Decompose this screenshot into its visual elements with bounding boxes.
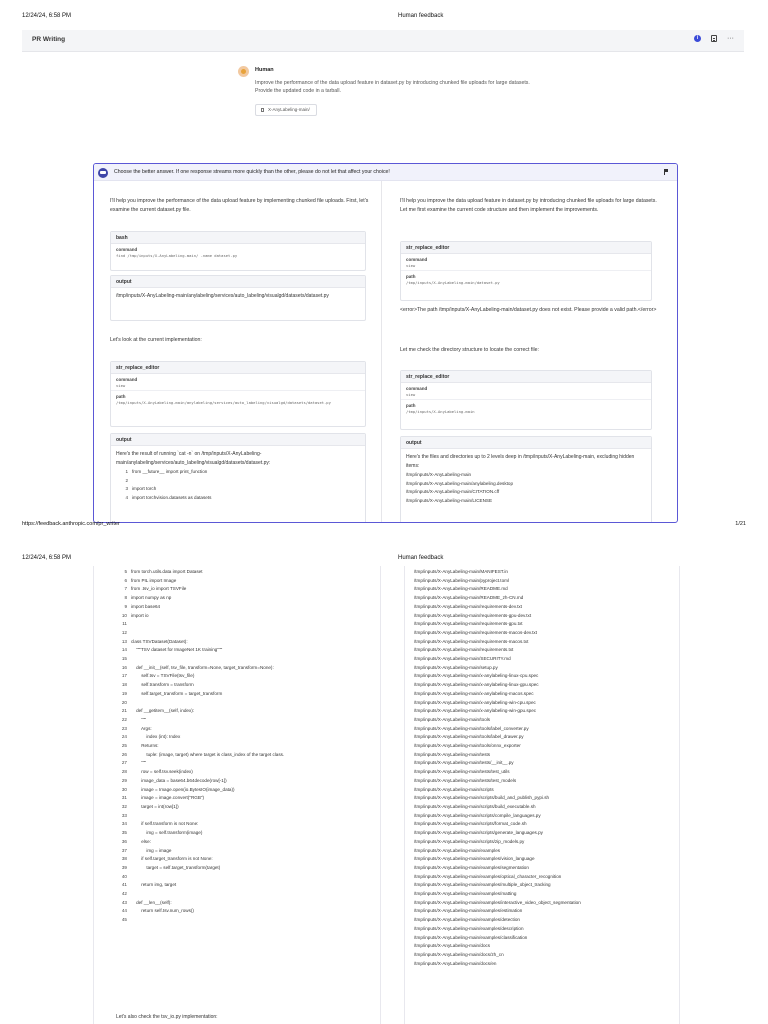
file-path: /tmp/inputs/X-AnyLabeling-main/tests/test_models: [414, 777, 517, 783]
file-path: /tmp/inputs/X-AnyLabeling-main/pyproject.toml: [414, 577, 509, 583]
code-line: [115, 577, 375, 586]
code-line: [115, 638, 375, 647]
line-number: 17: [121, 673, 127, 679]
file-path: /tmp/inputs/X-AnyLabeling-main: [406, 472, 472, 477]
line-number: 23: [121, 725, 127, 731]
attachment-label: X-AnyLabeling-main/: [268, 107, 310, 112]
code-line: [115, 847, 375, 856]
code-line: [115, 803, 375, 812]
file-path: /tmp/inputs/X-AnyLabeling-main/examples/description: [414, 925, 524, 931]
file-path: /tmp/inputs/X-AnyLabeling-main/requirements-macos.txt: [414, 638, 529, 644]
page-title: PR Writing: [32, 36, 66, 43]
print-page-number: 1/21: [735, 521, 746, 527]
path-value: /tmp/inputs/X-AnyLabeling-main: [406, 409, 475, 414]
line-text: import torchvision.datasets as datasets: [132, 495, 212, 501]
flag-icon[interactable]: [664, 169, 668, 175]
file-path: /tmp/inputs/X-AnyLabeling-main/tools: [414, 716, 491, 722]
line-number: 33: [121, 812, 127, 818]
file-icon: [261, 108, 264, 112]
command-label: command: [406, 257, 428, 262]
output-intro: Here's the files and directories up to 2 levels deep in /tmp/inputs/X-AnyLabeling-main, excluding hidden items:: [406, 454, 635, 469]
code-line: [115, 812, 375, 821]
line-number: 34: [121, 821, 127, 827]
line-number: 28: [121, 769, 127, 775]
line-text: if self.target_transform is not None:: [131, 856, 213, 862]
code-line: [115, 829, 375, 838]
line-number: 10: [121, 612, 127, 618]
line-text: Returns:: [131, 743, 159, 749]
line-number: 42: [121, 891, 127, 897]
line-text: """: [131, 760, 147, 766]
line-text: tuple: (image, target) where target is class_index of the target class.: [131, 751, 285, 757]
line-text: self.target_transform = target_transform: [131, 690, 223, 696]
command-label: command: [116, 247, 138, 252]
line-text: return img, target: [131, 882, 177, 888]
line-text: import numpy as np: [131, 595, 172, 601]
line-text: target = int(row[1]): [131, 803, 179, 809]
code-line: [115, 585, 375, 594]
print-datetime: 12/24/24, 6:58 PM: [22, 13, 72, 19]
print-title: Human feedback: [398, 13, 444, 19]
line-number: 29: [121, 777, 127, 783]
output-label: output: [111, 276, 365, 288]
line-text: image = image.convert("RGB"): [131, 795, 205, 801]
file-path: /tmp/inputs/X-AnyLabeling-main/x-anylabeling-win-gpu.spec: [414, 708, 537, 714]
code-line: [115, 916, 375, 925]
response-left[interactable]: [94, 181, 382, 523]
line-text: image_data = base64.b64decode(row[-1]): [131, 777, 227, 783]
line-number: 26: [121, 751, 127, 757]
line-number: 7: [124, 586, 127, 592]
file-path: /tmp/inputs/X-AnyLabeling-main/scripts/build_executable.sh: [414, 803, 536, 809]
line-text: def __getitem__(self, index):: [131, 708, 195, 714]
line-text: from PIL import Image: [131, 577, 177, 583]
command-value: view: [406, 263, 416, 268]
tool-name: str_replace_editor: [401, 371, 651, 383]
file-path: /tmp/inputs/X-AnyLabeling-main/tests/test_utils: [414, 769, 510, 775]
line-number: 45: [121, 917, 127, 923]
file-listing: [414, 568, 676, 968]
info-icon[interactable]: i: [694, 35, 701, 42]
line-text: class TSVDataset(Dataset):: [131, 638, 188, 644]
code-line: [115, 768, 375, 777]
output-label: output: [401, 437, 651, 449]
file-path: /tmp/inputs/X-AnyLabeling-main/examples/matting: [414, 891, 517, 897]
file-path: /tmp/inputs/X-AnyLabeling-main/requirements-gpu-dev.txt: [414, 612, 532, 618]
line-number: 13: [121, 638, 127, 644]
code-line: [116, 477, 360, 486]
line-number: 5: [124, 569, 127, 574]
more-icon[interactable]: ···: [727, 35, 734, 42]
header-actions: [694, 35, 734, 42]
line-text: if self.transform is not None:: [131, 821, 199, 827]
file-path: /tmp/inputs/X-AnyLabeling-main/examples/vision_language: [414, 856, 535, 862]
path-label: path: [406, 274, 416, 279]
line-number: 44: [121, 908, 127, 914]
file-path: /tmp/inputs/X-AnyLabeling-main/setup.py: [414, 664, 498, 670]
avatar: [238, 66, 249, 77]
line-text: self.transform = transform: [131, 682, 194, 688]
right-editor-tool-1: [400, 241, 652, 301]
code-line: [115, 594, 375, 603]
line-number: 14: [121, 647, 127, 653]
line-number: 37: [121, 847, 127, 853]
left-intro: I'll help you improve the performance of the data upload feature by implementing chunked file uploads. First, let's examine the current dataset.py file.: [110, 198, 369, 213]
line-number: 31: [121, 795, 127, 801]
line-number: 35: [121, 830, 127, 836]
path-label: path: [406, 403, 416, 408]
file-path: /tmp/inputs/X-AnyLabeling-main/tools/label_drawer.py: [414, 734, 524, 740]
file-path: /tmp/inputs/X-AnyLabeling-main/docs/en: [414, 960, 497, 966]
line-text: image = Image.open(io.BytesIO(image_data)): [131, 786, 235, 792]
code-line: [115, 672, 375, 681]
code-line: [115, 646, 375, 655]
code-line: [115, 751, 375, 760]
line-number: 8: [124, 595, 127, 601]
file-path: /tmp/inputs/X-AnyLabeling-main/scripts/generate_languages.py: [414, 830, 543, 836]
line-number: 2: [125, 477, 128, 483]
file-path: /tmp/inputs/X-AnyLabeling-main/anylabeling.desktop: [406, 480, 513, 486]
code-line: [115, 820, 375, 829]
document-icon[interactable]: [711, 35, 717, 42]
command-value: find /tmp/inputs/X-AnyLabeling-main/ -name dataset.py: [116, 253, 238, 258]
code-line: [116, 485, 360, 494]
file-path: /tmp/inputs/X-AnyLabeling-main/scripts/zip_models.py: [414, 838, 525, 844]
line-text: from torch.utils.data import Dataset: [131, 569, 203, 574]
print-header: [0, 13, 768, 27]
command-label: command: [406, 386, 428, 391]
file-path: /tmp/inputs/X-AnyLabeling-main/examples/interactive_video_object_segmentation: [414, 899, 581, 905]
file-path: /tmp/inputs/X-AnyLabeling-main/examples/multiple_object_tracking: [414, 882, 551, 888]
print-url: https://feedback.anthropic.com/pr_writer: [22, 521, 120, 527]
line-text: """: [131, 716, 147, 722]
line-number: 1: [125, 469, 128, 474]
code-line: [115, 699, 375, 708]
file-path: /tmp/inputs/X-AnyLabeling-main/examples/estimation: [414, 908, 523, 914]
line-text: img = self.transform(image): [131, 830, 203, 836]
line-text: """TSV dataset for ImageNet 1K training""": [131, 647, 223, 653]
code-line: [115, 690, 375, 699]
file-path: /tmp/inputs/X-AnyLabeling-main/x-anylabeling-linux-gpu.spec: [414, 682, 539, 688]
attachment-chip[interactable]: [255, 104, 317, 116]
line-number: 32: [121, 803, 127, 809]
command-label: command: [116, 377, 138, 382]
file-path: /tmp/inputs/X-AnyLabeling-main/scripts: [414, 786, 494, 792]
file-path: /tmp/inputs/X-AnyLabeling-main/requirements-macos-dev.txt: [414, 629, 537, 635]
line-number: 19: [121, 690, 127, 696]
line-text: row = self.tsv.seek(index): [131, 769, 193, 775]
line-number: 24: [121, 734, 127, 740]
code-line: [115, 620, 375, 629]
file-path: /tmp/inputs/X-AnyLabeling-main/tools/label_converter.py: [414, 725, 529, 731]
code-line: [115, 629, 375, 638]
file-path: /tmp/inputs/X-AnyLabeling-main/x-anylabeling-win-cpu.spec: [414, 699, 536, 705]
file-path: /tmp/inputs/X-AnyLabeling-main/scripts/build_and_publish_pypi.sh: [414, 795, 550, 801]
response-left-continued[interactable]: [93, 566, 381, 1024]
response-right-continued[interactable]: [404, 566, 680, 1024]
file-path: /tmp/inputs/X-AnyLabeling-main/examples/detection: [414, 917, 520, 923]
command-value: view: [406, 392, 416, 397]
code-line: [115, 725, 375, 734]
line-text: self.tsv = TSVFile(tsv_file): [131, 673, 195, 679]
file-path: /tmp/inputs/X-AnyLabeling-main/README_zh-CN.md: [414, 595, 524, 601]
path-label: path: [116, 394, 126, 399]
human-prompt: Improve the performance of the data upload feature in dataset.py by introducing chunked file uploads for large datasets. Provide the updated code in a tarball.: [255, 80, 530, 94]
file-path: /tmp/inputs/X-AnyLabeling-main/docs: [414, 943, 491, 949]
code-line: [115, 907, 375, 916]
line-text: import torch: [132, 486, 157, 492]
line-number: 22: [121, 716, 127, 722]
file-path: /tmp/inputs/X-AnyLabeling-main/SECURITY.md: [414, 656, 511, 662]
code-line: [115, 794, 375, 803]
line-text: else:: [131, 838, 151, 844]
line-number: 18: [121, 682, 127, 688]
right-intro: I'll help you improve the data upload feature in dataset.py by introducing chunked file uploads for large datasets. Let me first examine the current code structure and then implement the improvements.: [400, 198, 657, 213]
output-text: /tmp/inputs/X-AnyLabeling-main/anylabeling/services/auto_labeling/visualgd/datasets/dataset.py: [116, 293, 329, 299]
code-line: [115, 733, 375, 742]
line-number: 40: [121, 873, 127, 879]
line-text: def __init__(self, tsv_file, transform=None, target_transform=None):: [131, 664, 274, 670]
left-editor-tool: [110, 361, 366, 427]
code-line: [115, 742, 375, 751]
file-listing: [401, 471, 651, 506]
code-line: [116, 494, 360, 503]
left-output-1: [110, 275, 366, 321]
code-line: [115, 890, 375, 899]
line-number: 12: [121, 629, 127, 635]
code-line: [115, 655, 375, 664]
line-number: 3: [125, 486, 128, 492]
line-number: 30: [121, 786, 127, 792]
print-title: Human feedback: [398, 555, 444, 561]
line-text: target = self.target_transform(target): [131, 864, 221, 870]
line-number: 43: [121, 899, 127, 905]
code-line: [115, 664, 375, 673]
tool-name: str_replace_editor: [111, 362, 365, 374]
code-line: [115, 899, 375, 908]
line-number: 20: [121, 699, 127, 705]
line-number: 15: [121, 656, 127, 662]
left-output-2: [110, 433, 366, 523]
right-error-text: <error>The path /tmp/inputs/X-AnyLabeling-main/dataset.py does not exist. Please provide a valid path.</error>: [400, 307, 657, 313]
line-number: 6: [124, 577, 127, 583]
code-line: [115, 681, 375, 690]
file-path: /tmp/inputs/X-AnyLabeling-main/examples: [414, 847, 501, 853]
line-text: from __future__ import print_function: [132, 469, 208, 474]
line-number: 25: [121, 743, 127, 749]
line-text: import io: [131, 612, 149, 618]
code-line: [115, 855, 375, 864]
line-number: 39: [121, 864, 127, 870]
human-name: Human: [255, 67, 274, 73]
line-number: 41: [121, 882, 127, 888]
file-path: /tmp/inputs/X-AnyLabeling-main/README.md: [414, 586, 508, 592]
right-mid-text: Let me check the directory structure to locate the correct file:: [400, 347, 539, 353]
line-number: 38: [121, 856, 127, 862]
code-line: [115, 716, 375, 725]
left-mid-text: Let's look at the current implementation:: [110, 337, 202, 343]
file-path: /tmp/inputs/X-AnyLabeling-main/requirements-dev.txt: [414, 603, 522, 609]
output-label: output: [111, 434, 365, 446]
code-line: [115, 786, 375, 795]
code-listing: [115, 568, 375, 925]
line-text: import base64: [131, 603, 161, 609]
right-editor-tool-2: [400, 370, 652, 430]
left-closing-text: Let's also check the tsv_io.py implementation:: [116, 1014, 218, 1020]
line-number: 36: [121, 838, 127, 844]
line-number: 16: [121, 664, 127, 670]
file-path: /tmp/inputs/X-AnyLabeling-main/scripts/format_code.sh: [414, 821, 527, 827]
file-path: /tmp/inputs/X-AnyLabeling-main/requirements.txt: [414, 647, 514, 653]
code-line: [115, 864, 375, 873]
file-path: /tmp/inputs/X-AnyLabeling-main/x-anylabeling-macos.spec: [414, 690, 534, 696]
line-number: 9: [124, 603, 127, 609]
app-header: [22, 30, 744, 52]
file-path: /tmp/inputs/X-AnyLabeling-main/examples/optical_character_recognition: [414, 873, 562, 879]
line-number: 27: [121, 760, 127, 766]
code-line: [116, 468, 360, 477]
file-path: /tmp/inputs/X-AnyLabeling-main/scripts/compile_languages.py: [414, 812, 541, 818]
line-text: def __len__(self):: [131, 899, 172, 905]
file-path: /tmp/inputs/X-AnyLabeling-main/examples/classification: [414, 934, 528, 940]
tool-name: bash: [111, 232, 365, 244]
code-line: [115, 568, 375, 577]
line-text: index (int): Index: [131, 734, 181, 740]
command-value: view: [116, 383, 126, 388]
code-line: [115, 603, 375, 612]
file-path: /tmp/inputs/X-AnyLabeling-main/LICENSE: [406, 498, 493, 504]
code-line: [115, 838, 375, 847]
code-line: [115, 707, 375, 716]
code-line: [115, 612, 375, 621]
file-path: /tmp/inputs/X-AnyLabeling-main/x-anylabeling-linux-cpu.spec: [414, 673, 539, 679]
robot-icon: [98, 168, 108, 178]
file-path: /tmp/inputs/X-AnyLabeling-main/tests: [414, 751, 491, 757]
comparison-instruction: Choose the better answer. If one response streams more quickly than the other, please do not let that affect your choice!: [114, 169, 390, 175]
code-line: [115, 881, 375, 890]
code-listing: [111, 468, 365, 503]
file-path: /tmp/inputs/X-AnyLabeling-main/tests/__init__.py: [414, 760, 514, 766]
tool-name: str_replace_editor: [401, 242, 651, 254]
path-value: /tmp/inputs/X-AnyLabeling-main/anylabeling/services/auto_labeling/visualgd/datasets/dataset.py: [116, 400, 331, 405]
code-line: [115, 777, 375, 786]
file-path: /tmp/inputs/X-AnyLabeling-main/tools/onnx_exporter: [414, 743, 521, 749]
code-line: [115, 873, 375, 882]
line-text: Args:: [131, 725, 152, 731]
comparison-header: [94, 164, 677, 181]
line-number: 21: [121, 708, 127, 714]
left-bash-tool: [110, 231, 366, 271]
file-path: /tmp/inputs/X-AnyLabeling-main/examples/segmentation: [414, 864, 529, 870]
comparison-panel: [93, 163, 678, 523]
response-right[interactable]: [386, 181, 674, 523]
file-path: /tmp/inputs/X-AnyLabeling-main/requirements-gpu.txt: [414, 621, 523, 627]
line-text: return self.tsv.num_rows(): [131, 908, 194, 914]
line-text: from .tsv_io import TSVFile: [131, 586, 187, 592]
line-number: 4: [125, 495, 128, 501]
path-value: /tmp/inputs/X-AnyLabeling-main/dataset.py: [406, 280, 500, 285]
file-path: /tmp/inputs/X-AnyLabeling-main/CITATION.cff: [406, 489, 500, 495]
line-number: 11: [122, 621, 127, 627]
file-path: /tmp/inputs/X-AnyLabeling-main/docs/zh_cn: [414, 951, 504, 957]
output-intro: Here's the result of running `cat -n` on /tmp/inputs/X-AnyLabeling-main/anylabeling/services/auto_labeling/visualgd/datasets/dataset.py:: [116, 451, 271, 466]
right-output: [400, 436, 652, 523]
file-path: /tmp/inputs/X-AnyLabeling-main/MANIFEST.in: [414, 569, 508, 574]
print-datetime: 12/24/24, 6:58 PM: [22, 555, 72, 561]
line-text: img = image: [131, 847, 172, 853]
code-line: [115, 759, 375, 768]
